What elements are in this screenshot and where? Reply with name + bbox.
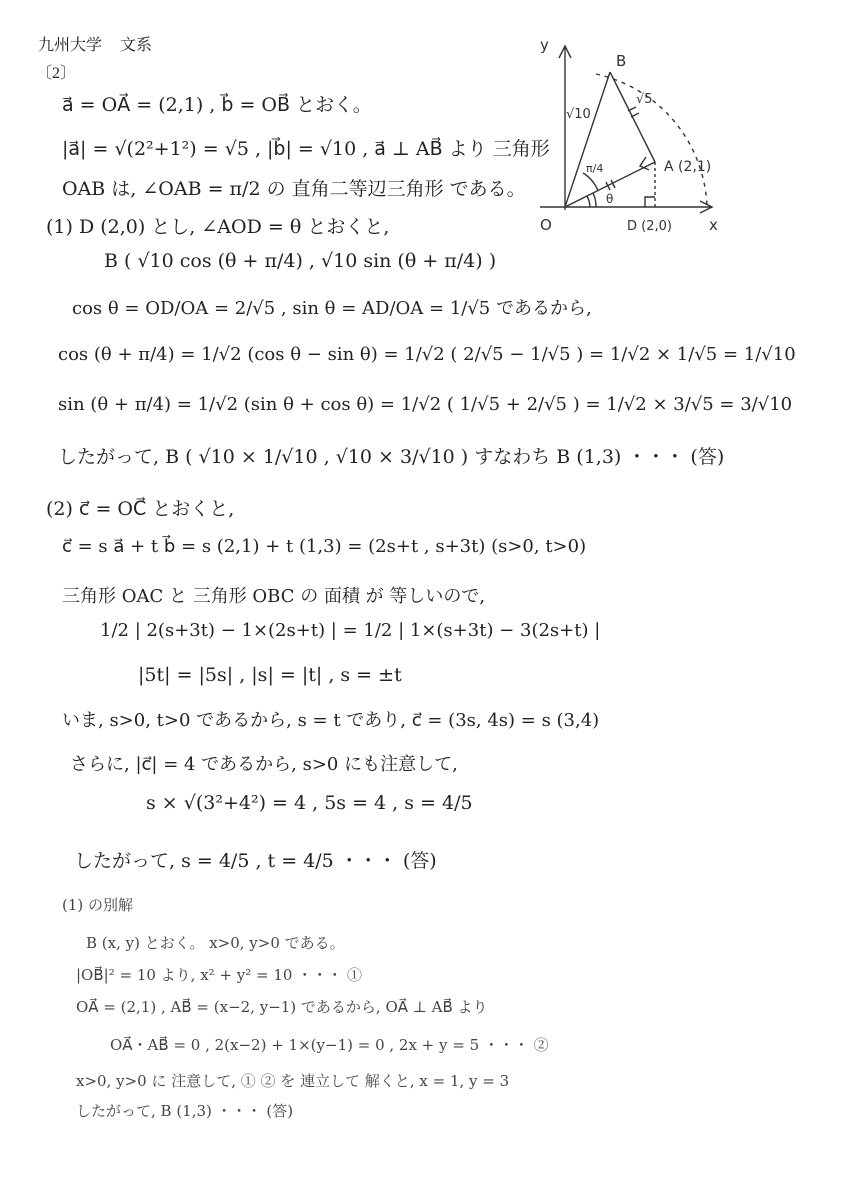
part1-line-3: cos θ = OD/OA = 2/√5 , sin θ = AD/OA = 1/√5 であるから,: [72, 298, 592, 319]
problem-number: 〔2〕: [36, 65, 77, 82]
part2-line-3: 三角形 OAC と 三角形 OBC の 面積 が 等しいので,: [62, 586, 486, 607]
label-point-b: B: [616, 52, 627, 70]
segment-ob: [565, 72, 610, 207]
angle-arc-theta-2: [593, 193, 596, 207]
setup-line-2: |a⃗| = √(2²+1²) = √5 , |b⃗| = √10 , a⃗ ⊥ AB⃗ より 三角形: [62, 138, 550, 160]
setup-line-1: a⃗ = OA⃗ = (2,1) , b⃗ = OB⃗ とおく。: [62, 94, 372, 116]
part2-line-4: 1/2 | 2(s+3t) − 1×(2s+t) | = 1/2 | 1×(s+3t) − 3(2s+t) |: [100, 620, 601, 641]
part2-line-5: |5t| = |5s| , |s| = |t| , s = ±t: [138, 664, 402, 686]
part2-line-6: いま, s>0, t>0 であるから, s = t であり, c⃗ = (3s, 4s) = s (3,4): [62, 710, 600, 731]
label-length-ob: √10: [566, 107, 591, 122]
part2-line-2: c⃗ = s a⃗ + t b⃗ = s (2,1) + t (1,3) = (2s+t , s+3t) (s>0, t>0): [62, 536, 587, 557]
university-name: 九州大学: [38, 37, 103, 54]
part1-line-4: cos (θ + π/4) = 1/√2 (cos θ − sin θ) = 1/√2 ( 2/√5 − 1/√5 ) = 1/√2 × 1/√5 = 1/√10: [58, 344, 796, 365]
part2-line-8: s × √(3²+4²) = 4 , 5s = 4 , s = 4/5: [146, 792, 473, 814]
alt-line-4: OA⃗・AB⃗ = 0 , 2(x−2) + 1×(y−1) = 0 , 2x + y = 5 ・・・ ②: [110, 1036, 549, 1054]
part2-line-1: (2) c⃗ = OC⃗ とおくと,: [46, 498, 235, 520]
alt-line-6: したがって, B (1,3) ・・・ (答): [76, 1102, 294, 1120]
part1-line-2: B ( √10 cos (θ + π/4) , √10 sin (θ + π/4) ): [104, 250, 497, 272]
part1-line-1: (1) D (2,0) とし, ∠AOD = θ とおくと,: [46, 216, 390, 238]
setup-line-3: OAB は, ∠OAB = π/2 の 直角二等辺三角形 である。: [62, 178, 526, 200]
label-origin: O: [540, 216, 552, 234]
part1-line-5: sin (θ + π/4) = 1/√2 (sin θ + cos θ) = 1/√2 ( 1/√5 + 2/√5 ) = 1/√2 × 3/√5 = 3/√10: [58, 394, 793, 415]
alt-line-1: B (x, y) とおく。 x>0, y>0 である。: [86, 934, 345, 952]
part2-line-7: さらに, |c⃗| = 4 であるから, s>0 にも注意して,: [70, 754, 458, 775]
angle-arc-theta-1: [587, 196, 590, 207]
label-y-axis: y: [540, 36, 549, 54]
label-x-axis: x: [709, 216, 718, 234]
alt-line-3: OA⃗ = (2,1) , AB⃗ = (x−2, y−1) であるから, OA⃗ ⊥ AB⃗ より: [76, 998, 488, 1016]
alt-line-5: x>0, y>0 に 注意して, ① ② を 連立して 解くと, x = 1, y = 3: [76, 1072, 510, 1090]
right-angle-mark-d: [645, 197, 655, 207]
angle-arc-pi4: [583, 173, 598, 191]
label-length-ab: √5: [636, 92, 653, 107]
alt-line-2: |OB⃗|² = 10 より, x² + y² = 10 ・・・ ①: [76, 966, 362, 984]
label-point-a: A (2,1): [664, 159, 712, 175]
course-name: 文系: [120, 37, 153, 54]
label-angle-pi4: π/4: [586, 162, 604, 175]
label-angle-theta: θ: [606, 192, 614, 206]
part2-line-9: したがって, s = 4/5 , t = 4/5 ・・・ (答): [74, 850, 437, 872]
part1-line-6: したがって, B ( √10 × 1/√10 , √10 × 3/√10 ) すなわち B (1,3) ・・・ (答): [58, 446, 725, 468]
label-point-d: D (2,0): [627, 219, 672, 234]
alt-heading: (1) の別解: [62, 896, 134, 914]
